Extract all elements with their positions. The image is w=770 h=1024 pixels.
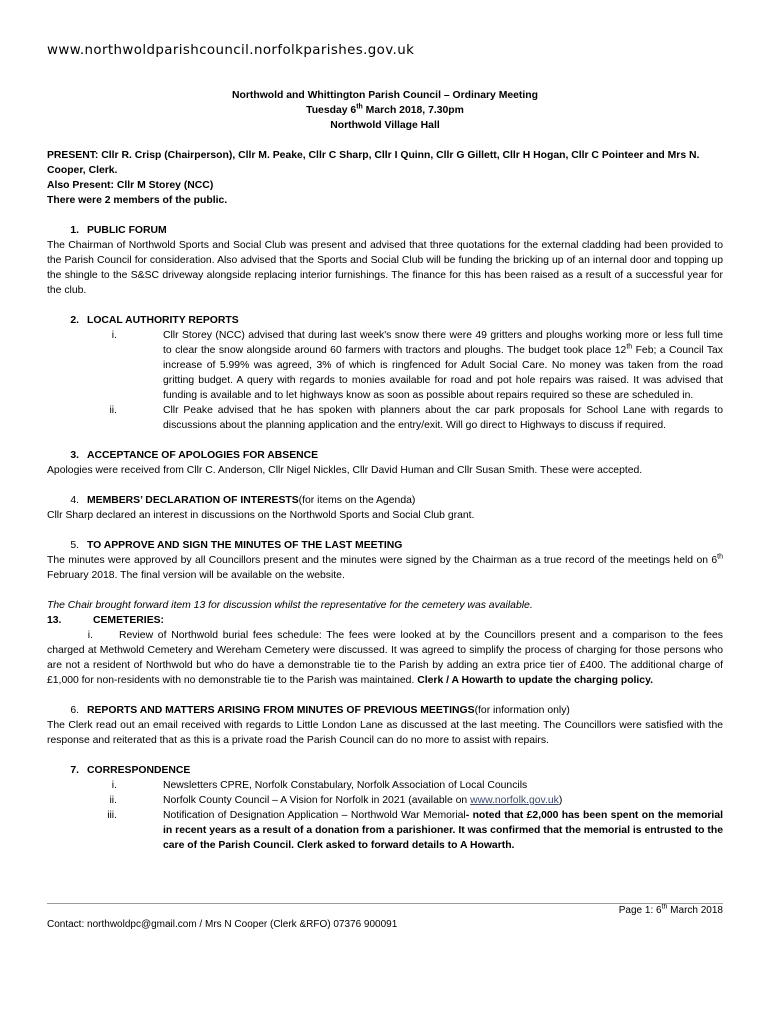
footer-divider <box>47 903 723 904</box>
section-heading: 5. TO APPROVE AND SIGN THE MINUTES OF THE LAST MEETING <box>70 540 403 551</box>
present-list: PRESENT: Cllr R. Crisp (Chairperson), Cllr M. Peake, Cllr C Sharp, Cllr I Quinn, Cllr G Gillett, Cllr H Hogan, Cllr C Pointeer and Mrs N. Cooper, Clerk. <box>47 150 700 176</box>
list-item: iii. Notification of Designation Application – Northwold War Memorial- noted that £2,000 has been spent on the memorial in recent years as a result of a donation from a parishioner. It was confirmed that the memorial is entrusted to the care of the Parish Council. Clerk asked to forward details to A Howarth. <box>107 810 723 851</box>
website-url[interactable]: www.northwoldparishcouncil.norfolkparishes.gov.uk <box>47 43 415 58</box>
contact-line: Contact: northwoldpc@gmail.com / Mrs N Cooper (Clerk &RFO) 07376 900091 <box>47 919 398 930</box>
section-heading: 4. MEMBERS’ DECLARATION OF INTERESTS (for items on the Agenda) <box>70 495 416 506</box>
section-heading: 7. CORRESPONDENCE <box>70 765 191 776</box>
section-text: The minutes were approved by all Councillors present and the minutes were signed by the Chairman as a true record of the meetings held on 6th February 2018. The final version will be available on the website. <box>47 553 723 581</box>
section-text: i. Review of Northwold burial fees schedule: The fees were looked at by the Councillors present and a comparison to the fees charged at Methwold Cemetery and Wereham Cemetery were discussed. It was agreed to simplify the process of charging for those persons who are not a resident of Northwold but who do have a demonstrable tie to the Parish by adding an extra price tier of £400. The additional charge of £1,000 for non-residents with no demonstrable tie to the Parish was maintained. Clerk / A Howarth to update the charging policy. <box>47 630 723 686</box>
section-heading: 13. CEMETERIES: <box>47 615 165 626</box>
page-number: Page 1: 6th March 2018 <box>618 903 723 916</box>
list-item: i. Cllr Storey (NCC) advised that during last week's snow there were 49 gritters and ploughs working more or less full time to clear the snow alongside around 60 farmers with tractors and ploughs. The budget took place 12th Feb; a Council Tax increase of 5.99% was agreed, 3% of which is ringfenced for Adult Social Care. No money was taken from the road gritting budget. A query with regards to monies available for road and pot hole repairs was raised. It was advised that funding is available and to let highways know as soon as possible about repairs required so these are scheduled in. <box>111 330 723 401</box>
section-text: The Chairman of Northwold Sports and Social Club was present and advised that three quotations for the external cladding had been provided to the Parish Council for consideration. Also advised that the Sports and Social Club will be funding the bricking up of an internal door and topping up the shingle to the S&SC driveway alongside replacing interior furnishings. The finance for this has been raised as a result of a successful year for the club. <box>47 240 723 296</box>
list-item: ii. Cllr Peake advised that he has spoken with planners about the car park proposals for School Lane with regards to discussions about the planning application and the entry/exit. Will go direct to Highways to discuss if required. <box>109 405 723 431</box>
section-text: Apologies were received from Cllr C. Anderson, Cllr Nigel Nickles, Cllr David Human and Cllr Susan Smith. These were accepted. <box>47 465 643 476</box>
section-heading: 3. ACCEPTANCE OF APOLOGIES FOR ABSENCE <box>70 450 319 461</box>
also-present: Also Present: Cllr M Storey (NCC) <box>47 180 214 191</box>
section-text: Cllr Sharp declared an interest in discussions on the Northwold Sports and Social Club grant. <box>47 510 475 521</box>
list-item: ii. Norfolk County Council – A Vision for Norfolk in 2021 (available on www.norfolk.gov.uk) <box>109 795 563 806</box>
section-heading: 6. REPORTS AND MATTERS ARISING FROM MINUTES OF PREVIOUS MEETINGS (for information only) <box>70 705 570 716</box>
list-item: i. Newsletters CPRE, Norfolk Constabulary, Norfolk Association of Local Councils <box>111 780 528 791</box>
meeting-venue: Northwold Village Hall <box>330 120 440 131</box>
chair-note: The Chair brought forward item 13 for discussion whilst the representative for the cemetery was available. <box>47 600 533 611</box>
minutes-body <box>47 88 723 853</box>
section-heading: 1. PUBLIC FORUM <box>70 225 167 236</box>
meeting-title: Northwold and Whittington Parish Council – Ordinary Meeting <box>232 90 538 101</box>
public-count: There were 2 members of the public. <box>47 195 228 206</box>
section-text: The Clerk read out an email received with regards to Little London Lane as discussed at the last meeting. The Councillors were satisfied with the response and reiterated that as this is a private road the Parish Council can do no more to assist with repairs. <box>47 720 723 746</box>
section-heading: 2. LOCAL AUTHORITY REPORTS <box>70 315 239 326</box>
norfolk-link[interactable]: www.norfolk.gov.uk <box>470 795 559 806</box>
meeting-date: Tuesday 6th March 2018, 7.30pm <box>306 103 464 116</box>
